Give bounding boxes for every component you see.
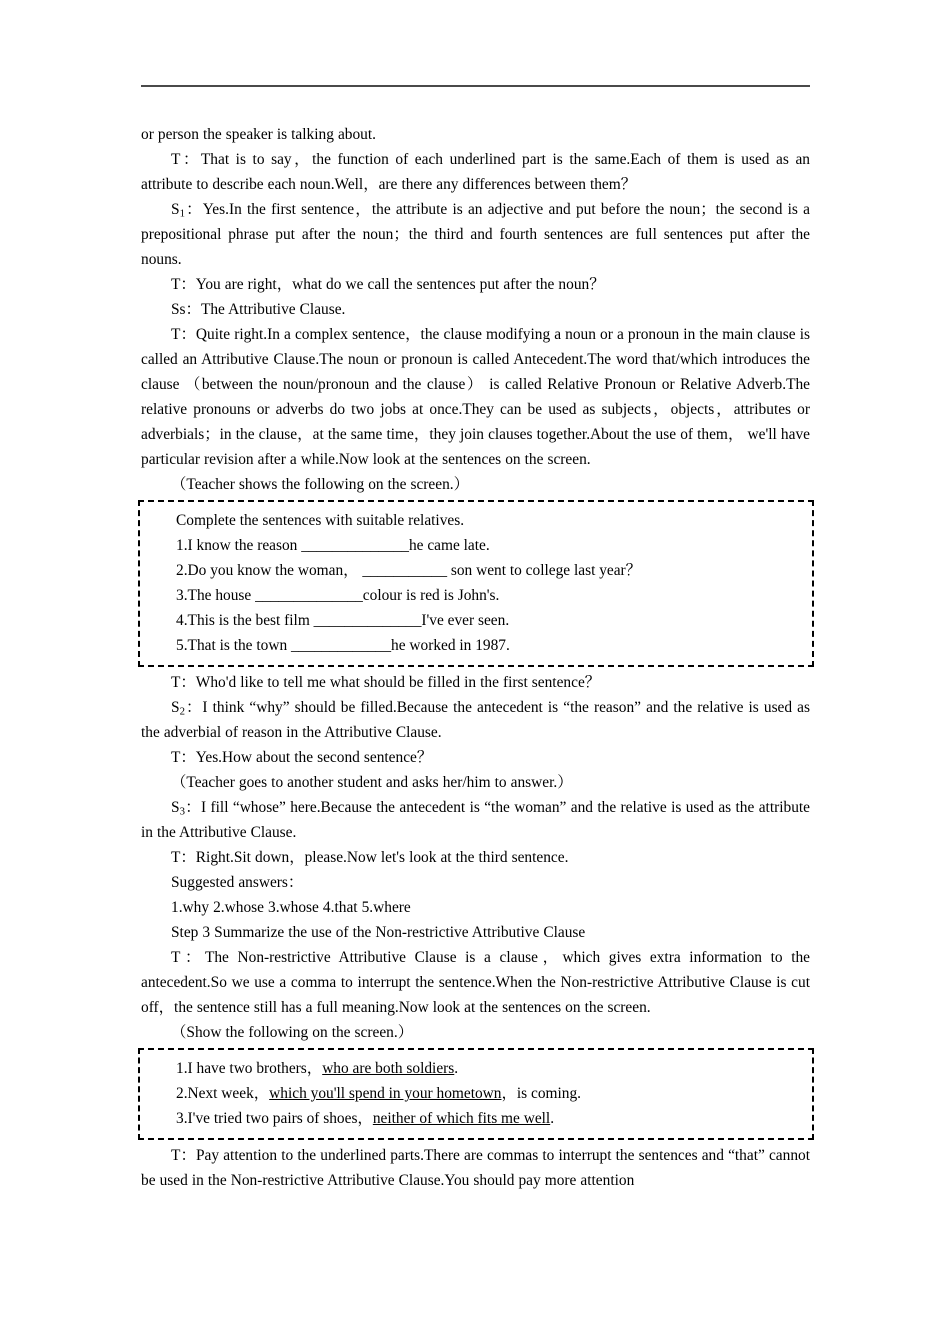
- example-item-1: [150, 1056, 802, 1081]
- paragraph-teacher-2: T：You are right，what do we call the sentences put after the noun？: [171, 276, 605, 293]
- paragraph-student-1: [141, 197, 810, 272]
- exercise-item-1: 1.I know the reason ______________he came late.: [176, 537, 490, 554]
- example-1-underlined: who are both soldiers: [322, 1060, 455, 1077]
- paragraph-teacher-5: T：Yes.How about the second sentence？: [171, 749, 433, 766]
- paragraph-student-2: [141, 695, 810, 745]
- stage-direction-3: （Show the following on the screen.）: [171, 1024, 414, 1041]
- example-item-2: [150, 1081, 802, 1106]
- exercise-item-2: 2.Do you know the woman， ___________ son went to college last year？: [176, 562, 642, 579]
- exercise-item-5: 5.That is the town _____________he worked in 1987.: [176, 637, 510, 654]
- paragraph-teacher-7: T：The Non-restrictive Attributive Clause is a clause，which gives extra information to the antecedent.So we use a comma to interrupt the sentence.When the Non-restrictive Attributive Clause is cut off，the sentence still has a full meaning.Now look at the sentences on the screen.: [141, 949, 810, 1016]
- example-item-3: [150, 1106, 802, 1131]
- paragraph-students-ss: Ss：The Attributive Clause.: [171, 301, 346, 318]
- example-2-before: 2.Next week，: [176, 1085, 270, 1102]
- paragraph-teacher-1: T：That is to say，the function of each underlined part is the same.Each of them is used as an attribute to describe each noun.Well，are there any differences between them？: [141, 151, 810, 193]
- paragraph-continued: or person the speaker is talking about.: [141, 126, 376, 143]
- paragraph-teacher-4: T：Who'd like to tell me what should be filled in the first sentence？: [171, 674, 601, 691]
- example-3-after: .: [550, 1110, 555, 1127]
- speaker-label-s3: $S_3$: [171, 799, 185, 818]
- example-1-before: 1.I have two brothers，: [176, 1060, 323, 1077]
- screen-example-box-2: [138, 1048, 814, 1140]
- paragraph-teacher-3: T：Quite right.In a complex sentence，the clause modifying a noun or a pronoun in the main clause is called an Attributive Clause.The noun or pronoun is called Antecedent.The word that/which introduces the clause （between the noun/pronoun and the clause） is called Relative Pronoun or Relative Adverb.The relative pronouns or adverbs do two jobs at once.They can be used as subjects，objects，attributes or adverbials；in the clause，at the same time，they join clauses together.About the use of them， we'll have particular revision after a while.Now look at the sentences on the screen.: [141, 326, 810, 468]
- speaker-label-s1: $S_1$: [171, 201, 185, 220]
- paragraph-student-1-text: ：Yes.In the first sentence，the attribute is an adjective and put before the noun；the second is a prepositional phrase put after the noun；the third and fourth sentences are full sentences put after the nouns.: [141, 201, 810, 268]
- speaker-label-s2: $S_2$: [171, 699, 185, 718]
- stage-direction-2: （Teacher goes to another student and asks her/him to answer.）: [171, 774, 573, 791]
- exercise-instruction: Complete the sentences with suitable relatives.: [176, 512, 465, 529]
- exercise-item-3: 3.The house ______________colour is red is John's.: [176, 587, 500, 604]
- header-rule: [141, 85, 810, 87]
- paragraph-student-3-text: ：I fill “whose” here.Because the antecedent is “the woman” and the relative is used as the attribute in the Attributive Clause.: [141, 799, 810, 841]
- screen-exercise-box-1: [138, 500, 814, 667]
- document-body: [141, 122, 810, 1193]
- suggested-answers-list: 1.why 2.whose 3.whose 4.that 5.where: [171, 899, 411, 916]
- step-3-heading: Step 3 Summarize the use of the Non-restrictive Attributive Clause: [171, 924, 586, 941]
- example-3-underlined: neither of which fits me well: [372, 1110, 551, 1127]
- suggested-answers-label: Suggested answers：: [171, 874, 304, 891]
- stage-direction-1: （Teacher shows the following on the screen.）: [171, 476, 470, 493]
- example-1-after: .: [454, 1060, 459, 1077]
- exercise-item-4: 4.This is the best film ______________I've ever seen.: [176, 612, 510, 629]
- paragraph-student-2-text: ：I think “why” should be filled.Because the antecedent is “the reason” and the relative is used as the adverbial of reason in the Attributive Clause.: [141, 699, 810, 741]
- paragraph-student-3: [141, 795, 810, 845]
- example-2-after: ，is coming.: [501, 1085, 582, 1102]
- paragraph-teacher-8: T：Pay attention to the underlined parts.There are commas to interrupt the sentences and “that” cannot be used in the Non-restrictive Attributive Clause.You should pay more attention: [141, 1147, 810, 1189]
- example-2-underlined: which you'll spend in your hometown: [269, 1085, 502, 1102]
- example-3-before: 3.I've tried two pairs of shoes，: [176, 1110, 373, 1127]
- paragraph-teacher-6: T：Right.Sit down，please.Now let's look at the third sentence.: [171, 849, 569, 866]
